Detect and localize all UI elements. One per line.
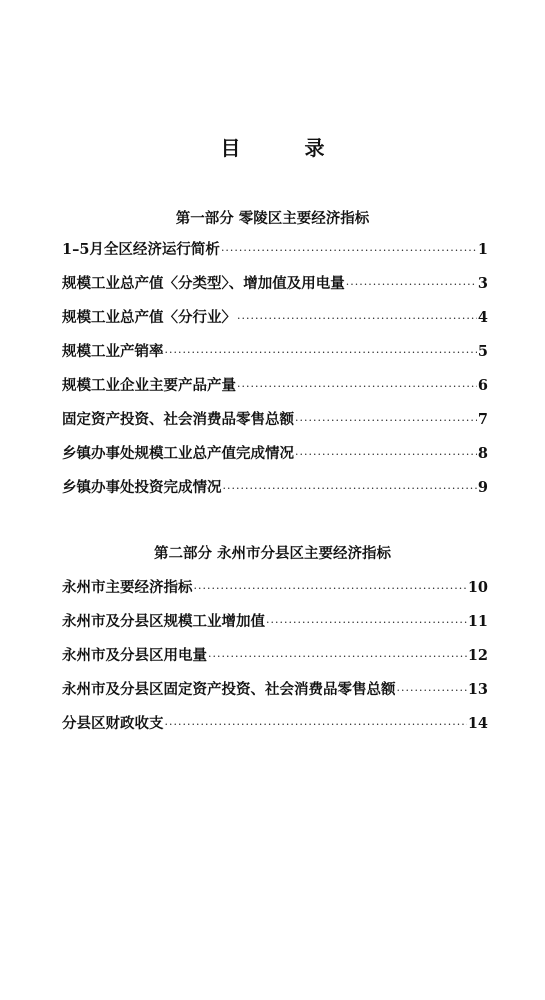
dot-leader <box>295 448 477 461</box>
dot-leader <box>237 380 477 393</box>
toc-entry-page: 12 <box>467 647 488 664</box>
toc-entry[interactable] <box>62 340 488 374</box>
toc-entry[interactable] <box>62 408 488 442</box>
toc-entry-label: 永州市及分县区规模工业增加值 <box>62 613 265 630</box>
toc-entry[interactable] <box>62 644 488 678</box>
dot-leader <box>165 346 477 359</box>
toc-entry-label: 分县区财政收支 <box>62 715 164 732</box>
dot-leader <box>266 616 467 629</box>
toc-entry-page: 13 <box>467 681 488 698</box>
toc-entry[interactable] <box>62 306 488 340</box>
toc-entry-page: 1 <box>477 241 488 258</box>
dot-leader <box>237 312 477 325</box>
toc-entry-page: 4 <box>477 309 488 326</box>
toc-entry-label: 永州市及分县区固定资产投资、社会消费品零售总额 <box>62 681 396 698</box>
page-title: 目 录 <box>220 136 347 160</box>
toc-entry-page: 14 <box>467 715 488 732</box>
toc-entry[interactable] <box>62 576 488 610</box>
toc-entry-label: 规模工业总产值〈分类型〉、增加值及用电量 <box>62 275 345 292</box>
part1-toc-list <box>62 238 488 510</box>
dot-leader <box>208 650 467 663</box>
toc-entry-label: 规模工业总产值〈分行业〉 <box>62 309 236 326</box>
toc-entry-label: 固定资产投资、社会消费品零售总额 <box>62 411 294 428</box>
toc-entry[interactable] <box>62 238 488 272</box>
toc-entry-page: 7 <box>477 411 488 428</box>
toc-entry[interactable] <box>62 712 488 746</box>
toc-entry-page: 6 <box>477 377 488 394</box>
toc-entry-page: 5 <box>477 343 488 360</box>
dot-leader <box>295 414 477 427</box>
toc-entry-label: 乡镇办事处投资完成情况 <box>62 479 222 496</box>
toc-entry[interactable] <box>62 610 488 644</box>
part1-heading: 第一部分 零陵区主要经济指标 <box>175 210 370 227</box>
toc-entry-label: 乡镇办事处规模工业总产值完成情况 <box>62 445 294 462</box>
toc-entry-page: 9 <box>477 479 488 496</box>
toc-entry-label: 规模工业企业主要产品产量 <box>62 377 236 394</box>
toc-entry-page: 8 <box>477 445 488 462</box>
toc-entry-page: 10 <box>467 579 488 596</box>
dot-leader <box>165 718 467 731</box>
toc-entry-label: 永州市主要经济指标 <box>62 579 193 596</box>
toc-entry-label: 规模工业产销率 <box>62 343 164 360</box>
toc-entry[interactable] <box>62 442 488 476</box>
toc-entry[interactable] <box>62 272 488 306</box>
toc-entry-label: 永州市及分县区用电量 <box>62 647 207 664</box>
toc-entry-page: 11 <box>467 613 488 630</box>
part2-heading: 第二部分 永州市分县区主要经济指标 <box>153 545 392 562</box>
dot-leader <box>346 278 477 291</box>
dot-leader <box>223 482 477 495</box>
toc-entry[interactable] <box>62 476 488 510</box>
toc-entry[interactable] <box>62 374 488 408</box>
toc-entry-label: 1–5月全区经济运行简析 <box>62 241 220 258</box>
part2-toc-list <box>62 576 488 746</box>
toc-entry-page: 3 <box>477 275 488 292</box>
dot-leader <box>221 244 477 257</box>
toc-entry[interactable] <box>62 678 488 712</box>
dot-leader <box>397 684 467 697</box>
dot-leader <box>194 582 467 595</box>
